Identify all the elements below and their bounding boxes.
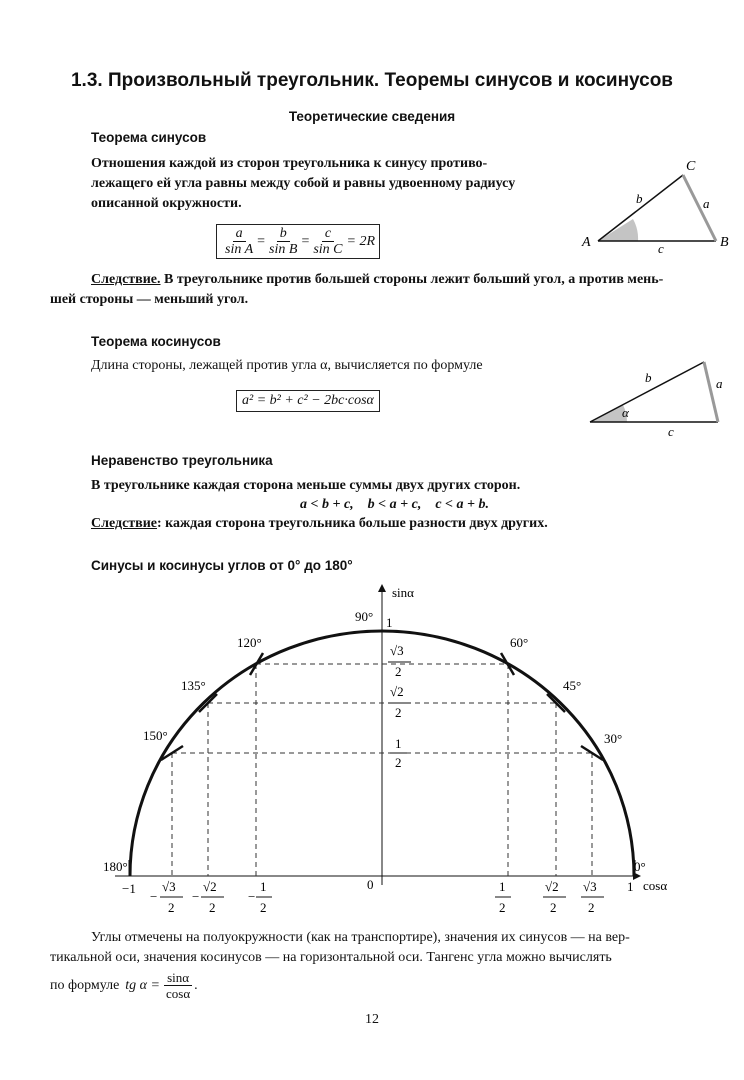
denominator: sin C [313, 242, 343, 257]
sine-corollary [50, 270, 730, 310]
side-c-label: c [668, 424, 674, 438]
inequality-corollary [91, 514, 548, 534]
cosine-formula: a² = b² + c² − 2bc·cosα [236, 390, 380, 412]
angle-60-label: 60° [510, 635, 529, 650]
cosine-triangle-figure [578, 352, 738, 438]
equals: = [257, 233, 266, 249]
one-y-label: 1 [386, 615, 393, 630]
y-frac-num: 1 [395, 736, 402, 751]
tg-label: tg α = [125, 977, 160, 993]
corollary-text-1: В треугольнике против большей стороны лежит больший угол, а против мень- [160, 272, 664, 287]
angle-a-shade [598, 219, 638, 241]
side-a [683, 175, 716, 241]
footer-line-3 [50, 970, 734, 1001]
inequality-heading: Неравенство треугольника [91, 453, 273, 468]
x-frac-den: 2 [209, 900, 216, 915]
numerator: b [277, 226, 290, 242]
corollary-text: : каждая сторона треугольника больше разности двух других. [157, 516, 548, 531]
x-frac-num: 1 [499, 879, 506, 894]
denominator: sin B [269, 242, 298, 257]
side-c-label: c [658, 241, 664, 255]
angle-45-label: 45° [563, 678, 582, 693]
x-frac-sign: − [248, 889, 256, 904]
side-a-label: a [703, 196, 710, 211]
equals: = [301, 233, 310, 249]
tg-dot: . [194, 977, 198, 993]
x-frac-num: √2 [545, 879, 559, 894]
numerator: c [322, 226, 334, 242]
y-frac-den: 2 [395, 664, 402, 679]
fraction [266, 226, 300, 257]
sine-formula [216, 224, 380, 259]
x-frac-num: 1 [260, 879, 267, 894]
cosine-theorem-heading: Теорема косинусов [91, 334, 221, 349]
angle-180-label: 180° [103, 859, 128, 874]
corollary-label: Следствие [91, 516, 158, 531]
unit-circle-heading: Синусы и косинусы углов от 0° до 180° [91, 558, 353, 573]
angle-150-label: 150° [143, 728, 168, 743]
unit-circle-diagram [0, 575, 744, 920]
fraction [222, 226, 256, 257]
cos-axis-label: cosα [643, 878, 668, 893]
x-frac-den: 2 [588, 900, 595, 915]
fraction [310, 226, 345, 257]
alpha-label: α [622, 405, 629, 420]
y-frac-num: √2 [390, 684, 404, 699]
sine-triangle-figure [570, 150, 740, 255]
angle-135-label: 135° [181, 678, 206, 693]
side-b [598, 175, 683, 241]
inequality-formula: a < b + c, b < a + c, c < a + b. [300, 497, 490, 512]
footer-line-2: тикальной оси, значения косинусов — на горизонтальной оси. Тангенс угла можно вычислять [50, 950, 612, 965]
sine-line-2: лежащего ей угла равны между собой и равны удвоенному радиусу [91, 176, 516, 191]
sine-theorem-heading: Теорема синусов [91, 130, 207, 145]
minus-one-label: −1 [122, 881, 136, 896]
side-b-label: b [645, 370, 652, 385]
page-number: 12 [365, 1012, 379, 1027]
denominator: cosα [165, 986, 191, 1001]
footer-text [50, 928, 734, 1001]
x-frac-sign: − [192, 889, 200, 904]
x-frac-num: √3 [583, 879, 597, 894]
vertex-c-label: C [686, 159, 696, 174]
angle-30-label: 30° [604, 731, 623, 746]
sine-theorem-text [91, 154, 561, 214]
numerator: sinα [164, 970, 192, 986]
y-fractions [388, 643, 411, 770]
x-frac-den: 2 [499, 900, 506, 915]
sine-line-1: Отношения каждой из сторон треугольника к синусу противо- [91, 156, 488, 171]
origin-label: 0 [367, 877, 374, 892]
side-a-label: a [716, 376, 723, 391]
x-frac-num: √3 [162, 879, 176, 894]
x-frac-sign: − [150, 889, 158, 904]
x-frac-den: 2 [168, 900, 175, 915]
formula-tail: = 2R [346, 233, 376, 249]
x-frac-den: 2 [260, 900, 267, 915]
side-a [704, 362, 718, 422]
x-fractions [150, 879, 604, 915]
footer-line-1: Углы отмечены на полуокружности (как на транспортире), значения их синусов — на вер- [91, 930, 630, 945]
y-frac-num: √3 [390, 643, 404, 658]
vertex-b-label: B [720, 235, 729, 250]
corollary-text-2: шей стороны — меньший угол. [50, 292, 249, 307]
angle-0-label: 0° [634, 859, 646, 874]
cosine-theorem-text: Длина стороны, лежащей против угла α, вычисляется по формуле [91, 358, 483, 373]
footer-prefix: по формуле [50, 977, 120, 993]
vertex-a-label: A [582, 235, 591, 250]
angle-120-label: 120° [237, 635, 262, 650]
numerator: a [233, 226, 246, 242]
side-b-label: b [636, 191, 643, 206]
inequality-text: В треугольнике каждая сторона меньше суммы двух других сторон. [91, 478, 521, 493]
corollary-label: Следствие. [91, 272, 161, 287]
y-frac-den: 2 [395, 705, 402, 720]
x-frac-num: √2 [203, 879, 217, 894]
sin-axis-label: sinα [392, 585, 414, 600]
sine-line-3: описанной окружности. [91, 196, 242, 211]
x-frac-den: 2 [550, 900, 557, 915]
y-frac-den: 2 [395, 755, 402, 770]
section-subtitle: Теоретические сведения [288, 109, 456, 124]
angle-90-label: 90° [355, 609, 374, 624]
one-x-label: 1 [627, 879, 634, 894]
tg-fraction [163, 970, 193, 1001]
denominator: sin A [225, 242, 254, 257]
page-title: 1.3. Произвольный треугольник. Теоремы синусов и косинусов [70, 70, 673, 91]
